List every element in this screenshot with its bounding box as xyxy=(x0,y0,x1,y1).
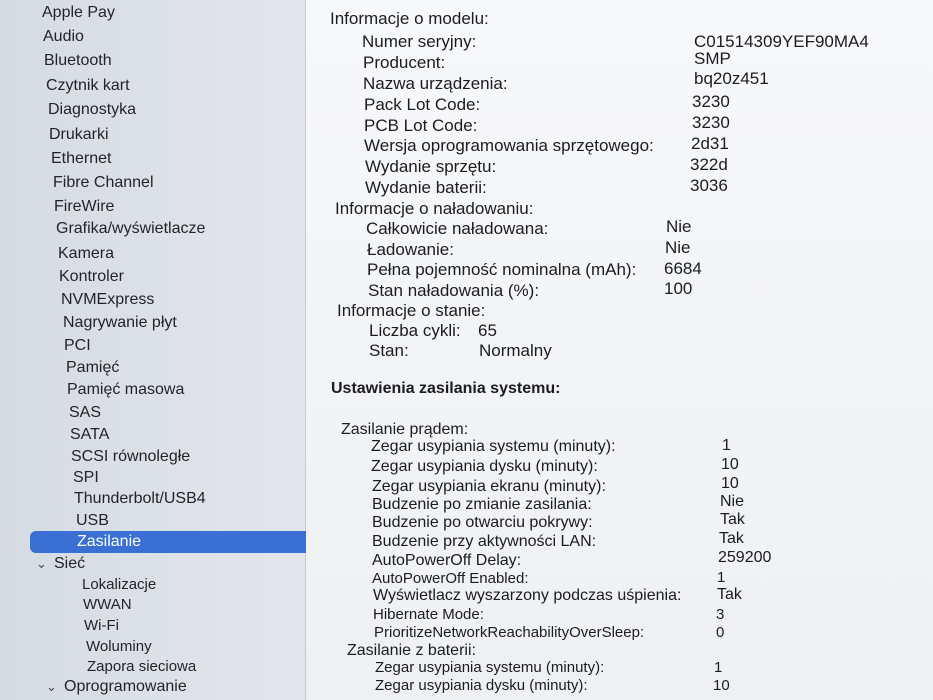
row-value: C01514309YEF90MA4 xyxy=(694,32,869,51)
row-value: Nie xyxy=(665,238,691,257)
row-value: 65 xyxy=(478,321,497,340)
sidebar-group-oprogramowanie[interactable] xyxy=(34,676,187,698)
row-value: SMP xyxy=(694,49,731,68)
row-label: Zegar usypiania dysku (minuty): xyxy=(375,677,588,694)
row-label: Wersja oprogramowania sprzętowego: xyxy=(364,136,654,155)
row-value: 100 xyxy=(664,279,693,298)
sidebar-group-siec[interactable] xyxy=(24,553,85,575)
row-value: 3230 xyxy=(692,113,730,132)
row-label: Pełna pojemność nominalna (mAh): xyxy=(367,260,637,279)
row-label: Ładowanie: xyxy=(367,240,454,259)
row-value: 259200 xyxy=(718,549,772,566)
row-label: Zegar usypiania systemu (minuty): xyxy=(371,438,616,455)
sidebar-item-kamera[interactable]: Kamera xyxy=(58,245,115,262)
row-value: 2d31 xyxy=(691,134,729,153)
row-label: Wydanie sprzętu: xyxy=(365,157,497,176)
sidebar-item-sas[interactable]: SAS xyxy=(69,404,102,421)
row-label: Zegar usypiania systemu (minuty): xyxy=(375,659,605,676)
sidebar-item-woluminy[interactable]: Woluminy xyxy=(86,638,152,655)
section-title-battery: Zasilanie z baterii: xyxy=(347,642,476,659)
sidebar-item-lokalizacje[interactable]: Lokalizacje xyxy=(82,576,157,593)
sidebar-item-pci[interactable]: PCI xyxy=(64,337,91,354)
row-value: 10 xyxy=(713,677,730,694)
row-value: 6684 xyxy=(664,259,702,278)
sidebar-item-apple-pay[interactable]: Apple Pay xyxy=(42,4,115,21)
row-label: Budzenie przy aktywności LAN: xyxy=(372,533,597,550)
section-title-charge: Informacje o naładowaniu: xyxy=(335,199,534,218)
sidebar-item-usb[interactable]: USB xyxy=(76,512,109,529)
sidebar-item-czytnik-kart[interactable]: Czytnik kart xyxy=(46,77,130,94)
sidebar-item-thunderbolt[interactable]: Thunderbolt/USB4 xyxy=(74,490,206,507)
section-title-power: Ustawienia zasilania systemu: xyxy=(331,380,561,397)
row-value: 0 xyxy=(716,624,725,641)
row-value: Tak xyxy=(720,511,745,528)
sidebar xyxy=(0,0,306,700)
row-label: Pack Lot Code: xyxy=(364,95,481,114)
row-label: Budzenie po zmianie zasilania: xyxy=(372,496,592,513)
row-label: Całkowicie naładowana: xyxy=(366,219,549,238)
row-value: Normalny xyxy=(479,341,552,360)
row-label: Liczba cykli: xyxy=(369,321,461,340)
sidebar-item-ethernet[interactable]: Ethernet xyxy=(51,150,112,167)
sidebar-item-bluetooth[interactable]: Bluetooth xyxy=(44,52,112,69)
sidebar-item-spi[interactable]: SPI xyxy=(73,469,99,486)
row-label: Numer seryjny: xyxy=(362,32,477,51)
row-label: Nazwa urządzenia: xyxy=(363,74,508,93)
row-value: 1 xyxy=(722,437,731,454)
sidebar-item-fibre-channel[interactable]: Fibre Channel xyxy=(53,174,154,191)
sidebar-item-firewire[interactable]: FireWire xyxy=(54,198,115,215)
section-title-ac: Zasilanie prądem: xyxy=(341,421,469,438)
sidebar-item-drukarki[interactable]: Drukarki xyxy=(49,126,109,143)
row-label: Stan naładowania (%): xyxy=(368,281,540,300)
sidebar-item-wifi[interactable]: Wi-Fi xyxy=(84,617,119,634)
detail-pane xyxy=(306,0,933,700)
row-value: 3230 xyxy=(692,92,730,111)
row-label: PCB Lot Code: xyxy=(364,116,478,135)
row-value: 3036 xyxy=(690,176,728,195)
row-label: Budzenie po otwarciu pokrywy: xyxy=(372,514,593,531)
sidebar-item-zapora[interactable]: Zapora sieciowa xyxy=(87,658,197,675)
sidebar-item-pamiec-masowa[interactable]: Pamięć masowa xyxy=(67,381,185,398)
sidebar-item-nvmexpress[interactable]: NVMExpress xyxy=(61,291,155,308)
row-label: Zegar usypiania ekranu (minuty): xyxy=(372,478,606,495)
sidebar-item-grafika[interactable]: Grafika/wyświetlacze xyxy=(56,220,206,237)
row-label: Wyświetlacz wyszarzony podczas uśpienia: xyxy=(373,587,682,604)
sidebar-item-sata[interactable]: SATA xyxy=(70,426,110,443)
row-value: Tak xyxy=(719,530,744,547)
sidebar-item-kontroler[interactable]: Kontroler xyxy=(59,268,124,285)
row-label: Producent: xyxy=(363,53,446,72)
row-value: Tak xyxy=(717,586,742,603)
row-label: Wydanie baterii: xyxy=(365,178,487,197)
sidebar-item-nagrywanie-plyt[interactable]: Nagrywanie płyt xyxy=(63,314,177,331)
row-value: 10 xyxy=(721,456,739,473)
row-label: Stan: xyxy=(369,341,409,360)
row-label: AutoPowerOff Enabled: xyxy=(372,570,529,587)
chevron-down-icon[interactable]: ⌄ xyxy=(46,679,57,694)
row-value: 3 xyxy=(716,606,725,623)
chevron-down-icon[interactable]: ⌄ xyxy=(36,556,47,571)
row-label: Hibernate Mode: xyxy=(373,606,484,623)
row-label: AutoPowerOff Delay: xyxy=(372,552,522,569)
sidebar-item-wwan[interactable]: WWAN xyxy=(83,596,132,613)
row-value: Nie xyxy=(666,217,692,236)
sidebar-group-label: Oprogramowanie xyxy=(64,678,187,695)
row-value: 1 xyxy=(714,659,723,676)
section-title-model: Informacje o modelu: xyxy=(330,9,489,28)
row-value: Nie xyxy=(720,493,745,510)
sidebar-item-audio[interactable]: Audio xyxy=(43,28,84,45)
row-label: Zegar usypiania dysku (minuty): xyxy=(371,458,598,475)
sidebar-item-scsi[interactable]: SCSI równoległe xyxy=(71,448,191,465)
sidebar-item-pamiec[interactable]: Pamięć xyxy=(66,359,120,376)
section-title-health: Informacje o stanie: xyxy=(337,301,486,320)
row-value: 1 xyxy=(717,569,726,586)
sidebar-group-label: Sieć xyxy=(54,555,86,572)
row-label: PrioritizeNetworkReachabilityOverSleep: xyxy=(374,624,645,641)
row-value: 322d xyxy=(690,155,728,174)
sidebar-item-zasilanie[interactable]: Zasilanie xyxy=(30,531,343,553)
row-value: bq20z451 xyxy=(694,69,769,88)
row-value: 10 xyxy=(721,475,739,492)
sidebar-item-diagnostyka[interactable]: Diagnostyka xyxy=(48,101,137,118)
